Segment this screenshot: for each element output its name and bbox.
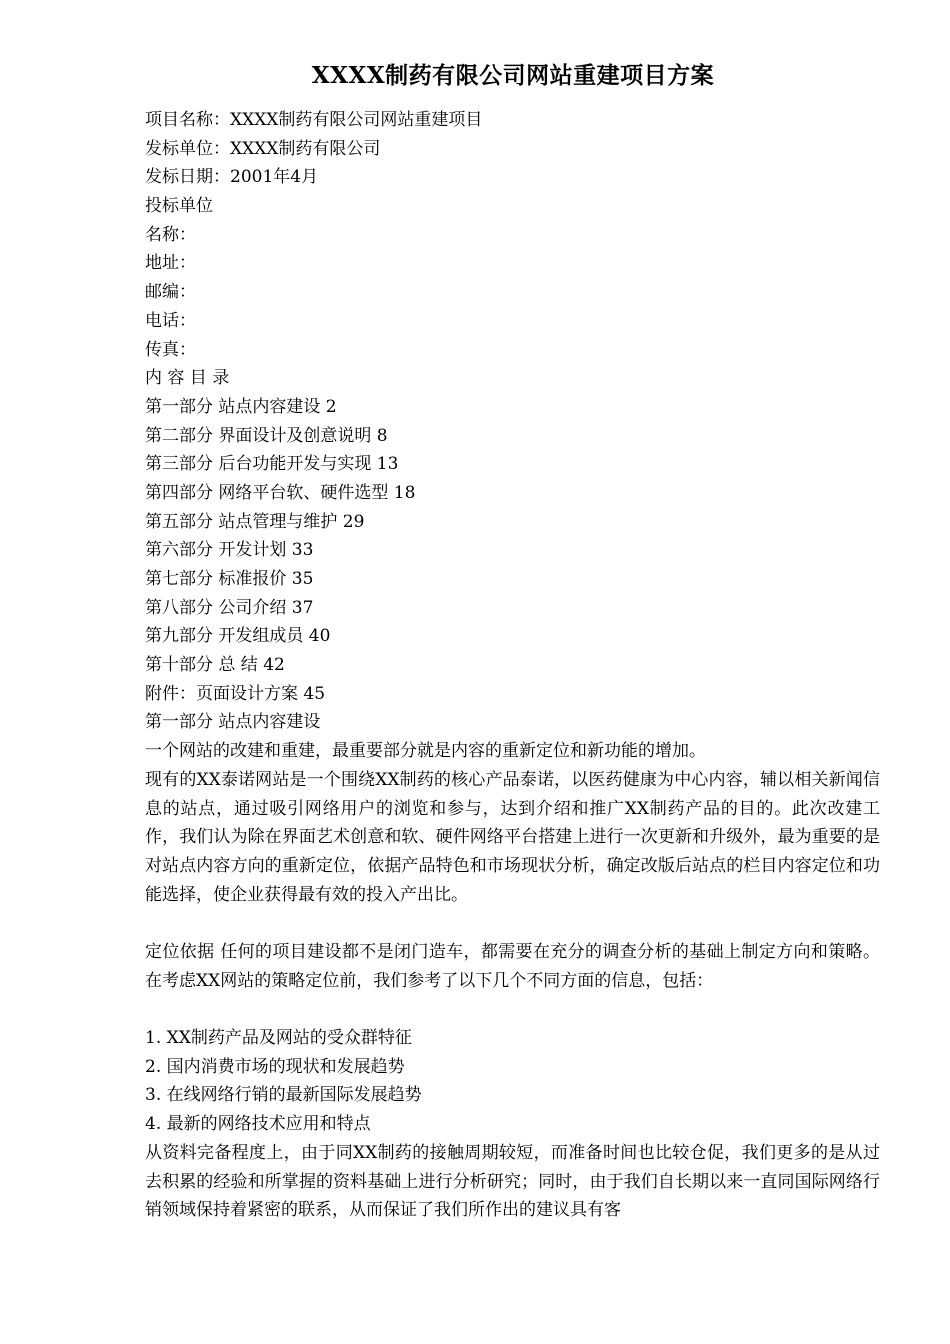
toc-item[interactable]: 第十部分 总 结 42 bbox=[145, 655, 285, 676]
toc-item[interactable]: 附件：页面设计方案 45 bbox=[145, 683, 326, 704]
toc-item[interactable]: 第四部分 网络平台软、硬件选型 18 bbox=[145, 482, 416, 503]
body-paragraph: 从资料完备程度上，由于同XX制药的接触周期较短，而准备时间也比较仓促，我们更多的是从过去积累的经验和所掌握的资料基础上进行分析研究；同时，由于我们自长期以来一直同国际网络行销领域保持着紧密的联系，从而保证了我们所作出的建议具有客 bbox=[145, 1142, 880, 1221]
document-title: XXXX制药有限公司网站重建项目方案 bbox=[311, 62, 715, 89]
paragraph-spacer bbox=[145, 995, 880, 1024]
toc-item[interactable]: 第三部分 后台功能开发与实现 13 bbox=[145, 454, 399, 475]
document-body bbox=[145, 106, 880, 1225]
bidder-heading: 投标单位 bbox=[145, 196, 213, 217]
bidder-phone-field: 电话： bbox=[145, 310, 196, 331]
bidder-address-field: 地址： bbox=[145, 253, 196, 274]
issuer-line: 发标单位：XXXX制药有限公司 bbox=[145, 138, 381, 159]
list-item: 2. 国内消费市场的现状和发展趋势 bbox=[145, 1056, 405, 1077]
project-name-line: 项目名称：XXXX制药有限公司网站重建项目 bbox=[145, 110, 483, 130]
bidder-fax-field: 传真： bbox=[145, 339, 196, 360]
table-of-contents bbox=[145, 364, 880, 708]
section-intro: 一个网站的改建和重建，最重要部分就是内容的重新定位和新功能的增加。 bbox=[145, 741, 706, 762]
toc-item[interactable]: 第九部分 开发组成员 40 bbox=[145, 626, 331, 647]
toc-item[interactable]: 第八部分 公司介绍 37 bbox=[145, 597, 314, 618]
numbered-list bbox=[145, 1024, 880, 1139]
paragraph-spacer bbox=[145, 909, 880, 938]
bidder-postcode-field: 邮编： bbox=[145, 282, 196, 303]
toc-item[interactable]: 第七部分 标准报价 35 bbox=[145, 569, 314, 589]
toc-item[interactable]: 第六部分 开发计划 33 bbox=[145, 540, 314, 561]
body-paragraph: 定位依据 任何的项目建设都不是闭门造车，都需要在充分的调查分析的基础上制定方向和策略。在考虑XX网站的策略定位前，我们参考了以下几个不同方面的信息，包括： bbox=[145, 942, 880, 991]
toc-item[interactable]: 第二部分 界面设计及创意说明 8 bbox=[145, 425, 388, 446]
toc-item[interactable]: 第一部分 站点内容建设 2 bbox=[145, 396, 337, 417]
issue-date-line: 发标日期：2001年4月 bbox=[145, 167, 319, 188]
project-info bbox=[145, 106, 880, 364]
section-one bbox=[145, 708, 880, 1225]
toc-heading: 内 容 目 录 bbox=[145, 368, 230, 389]
toc-item[interactable]: 第五部分 站点管理与维护 29 bbox=[145, 511, 365, 532]
section-heading: 第一部分 站点内容建设 bbox=[145, 712, 321, 733]
bidder-name-field: 名称： bbox=[145, 224, 196, 245]
list-item: 4. 最新的网络技术应用和特点 bbox=[145, 1114, 371, 1135]
list-item: 1. XX制药产品及网站的受众群特征 bbox=[145, 1028, 412, 1049]
list-item: 3. 在线网络行销的最新国际发展趋势 bbox=[145, 1085, 422, 1106]
body-paragraph: 现有的XX泰诺网站是一个围绕XX制药的核心产品泰诺，以医药健康为中心内容，辅以相关新闻信息的站点，通过吸引网络用户的浏览和参与，达到介绍和推广XX制药产品的目的。此次改建工作，我们认为除在界面艺术创意和软、硬件网络平台搭建上进行一次更新和升级外，最为重要的是对站点内容方向的重新定位，依据产品特色和市场现状分析，确定改版后站点的栏目内容定位和功能选择，使企业获得最有效的投入产出比。 bbox=[145, 769, 880, 905]
